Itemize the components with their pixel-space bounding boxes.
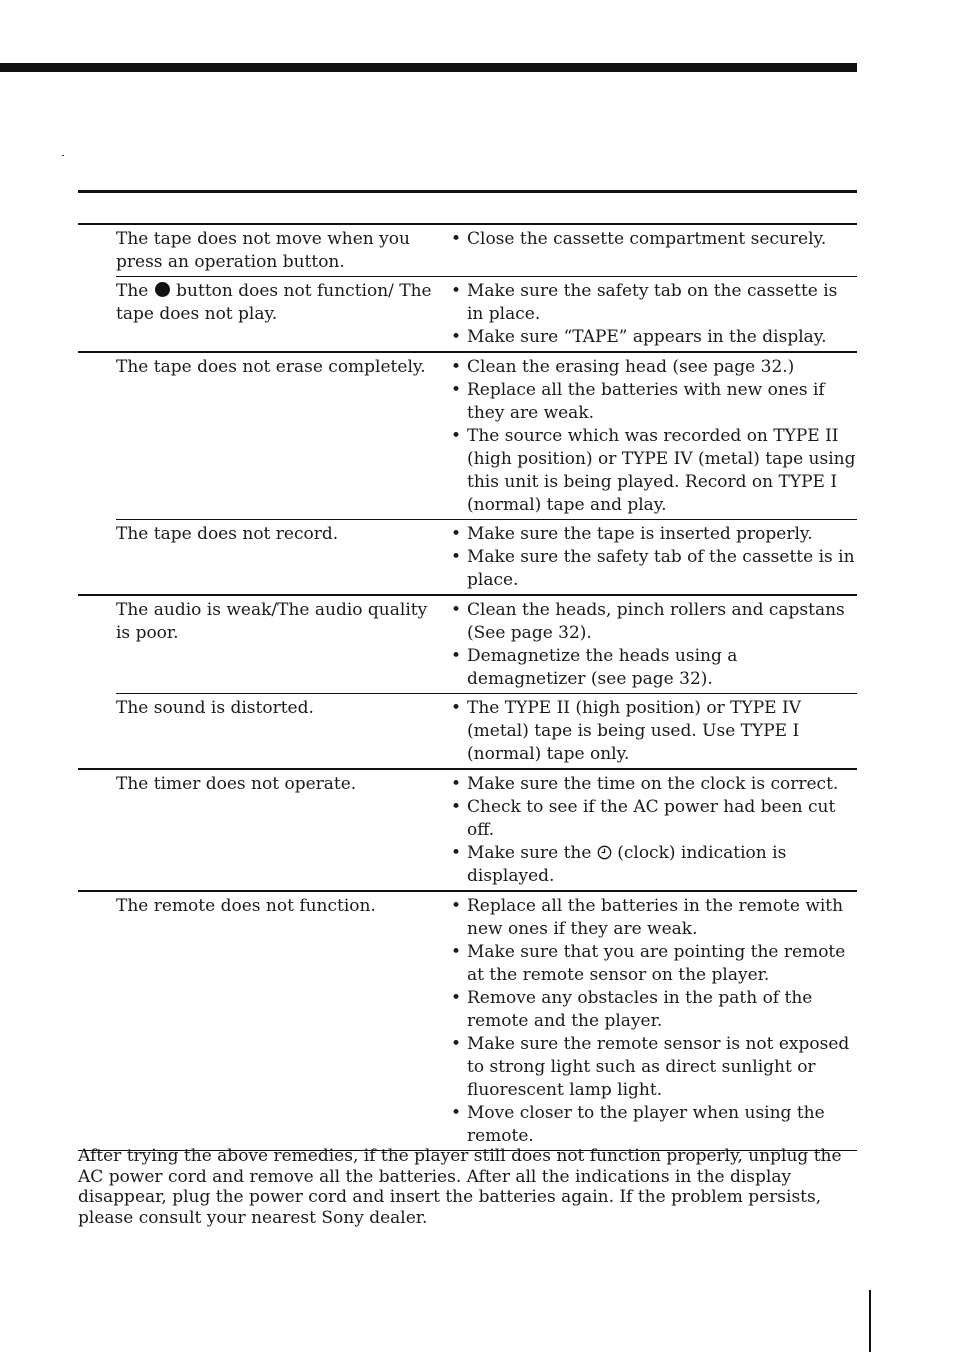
remedy-item: • Replace all the batteries in the remote with new ones if they are weak. — [450, 895, 857, 941]
remedy-item: • Clean the erasing head (see page 32.) — [450, 356, 857, 379]
remedy-item: • Move closer to the player when using the remote. — [450, 1102, 857, 1148]
table-row — [78, 225, 857, 276]
problem-text: The tape does not move when you press an operation button. — [116, 229, 410, 272]
table-group — [78, 223, 857, 351]
table-row — [78, 596, 857, 693]
remedy-item: • Make sure the time on the clock is correct. — [450, 773, 857, 796]
remedy-item: • Replace all the batteries with new ones if they are weak. — [450, 379, 857, 425]
remedy-item — [450, 842, 857, 888]
troubleshooting-table — [78, 223, 857, 1151]
remedy-list — [446, 523, 857, 592]
table-group — [78, 768, 857, 890]
remedy-item: • Make sure “TAPE” appears in the display. — [450, 326, 857, 349]
remedy-item: • The TYPE II (high position) or TYPE IV (metal) tape is being used. Use TYPE I (normal) tape only. — [450, 697, 857, 766]
remedy-item: • Clean the heads, pinch rollers and capstans (See page 32). — [450, 599, 857, 645]
problem-text: The audio is weak/The audio quality is poor. — [116, 600, 428, 643]
problem-text-post: button does not function/ The tape does not play. — [116, 281, 432, 324]
remedy-text-post: (clock) indication is displayed. — [467, 843, 787, 886]
page-edge-rule — [869, 1290, 871, 1352]
remedy-item: • Make sure the tape is inserted properly. — [450, 523, 857, 546]
remedy-item: • The source which was recorded on TYPE II (high position) or TYPE IV (metal) tape using this unit is being played. Record on TYPE I (normal) tape and play. — [450, 425, 857, 517]
remedy-list — [446, 773, 857, 888]
remedy-list — [446, 228, 857, 274]
remedy-list — [446, 697, 857, 766]
table-group — [78, 351, 857, 594]
table-row — [116, 693, 857, 768]
table-row — [78, 353, 857, 519]
table-row — [116, 276, 857, 351]
problem-text: The sound is distorted. — [116, 698, 314, 718]
remedy-list — [446, 599, 857, 691]
remedy-item: • Close the cassette compartment securely. — [450, 228, 857, 251]
footer-note: After trying the above remedies, if the player still does not function properly, unplug the AC power cord and remove all the batteries. After all the indications in the display disappear, plug the power cord and insert the batteries again. If the problem persists, please consult your nearest Sony dealer. — [78, 1146, 842, 1228]
remedy-item: • Make sure that you are pointing the remote at the remote sensor on the player. — [450, 941, 857, 987]
remedy-item: • Demagnetize the heads using a demagnetizer (see page 32). — [450, 645, 857, 691]
problem-text: The tape does not record. — [116, 524, 339, 544]
remedy-item: • Make sure the remote sensor is not exposed to strong light such as direct sunlight or fluorescent lamp light. — [450, 1033, 857, 1102]
problem-text-pre: The — [116, 281, 149, 301]
remedy-item: • Make sure the safety tab of the cassette is in place. — [450, 546, 857, 592]
header-rule — [78, 190, 857, 193]
remedy-list — [446, 895, 857, 1148]
table-group — [78, 594, 857, 768]
page-speck — [62, 155, 64, 156]
remedy-item: • Check to see if the AC power had been cut off. — [450, 796, 857, 842]
remedy-list — [446, 356, 857, 517]
table-row — [78, 892, 857, 1150]
remedy-item: • Make sure the safety tab on the cassette is in place. — [450, 280, 857, 326]
problem-text — [116, 280, 446, 349]
remedy-item: • Remove any obstacles in the path of the remote and the player. — [450, 987, 857, 1033]
problem-text: The timer does not operate. — [116, 774, 357, 794]
remedy-list — [446, 280, 857, 349]
table-group — [78, 890, 857, 1150]
table-row — [78, 770, 857, 890]
clock-icon — [597, 845, 612, 860]
top-rule-bar — [0, 63, 857, 72]
table-row — [116, 519, 857, 594]
remedy-text-pre: Make sure the — [467, 843, 592, 863]
problem-text: The tape does not erase completely. — [116, 357, 426, 377]
problem-text: The remote does not function. — [116, 896, 376, 916]
record-dot-icon — [154, 281, 171, 298]
